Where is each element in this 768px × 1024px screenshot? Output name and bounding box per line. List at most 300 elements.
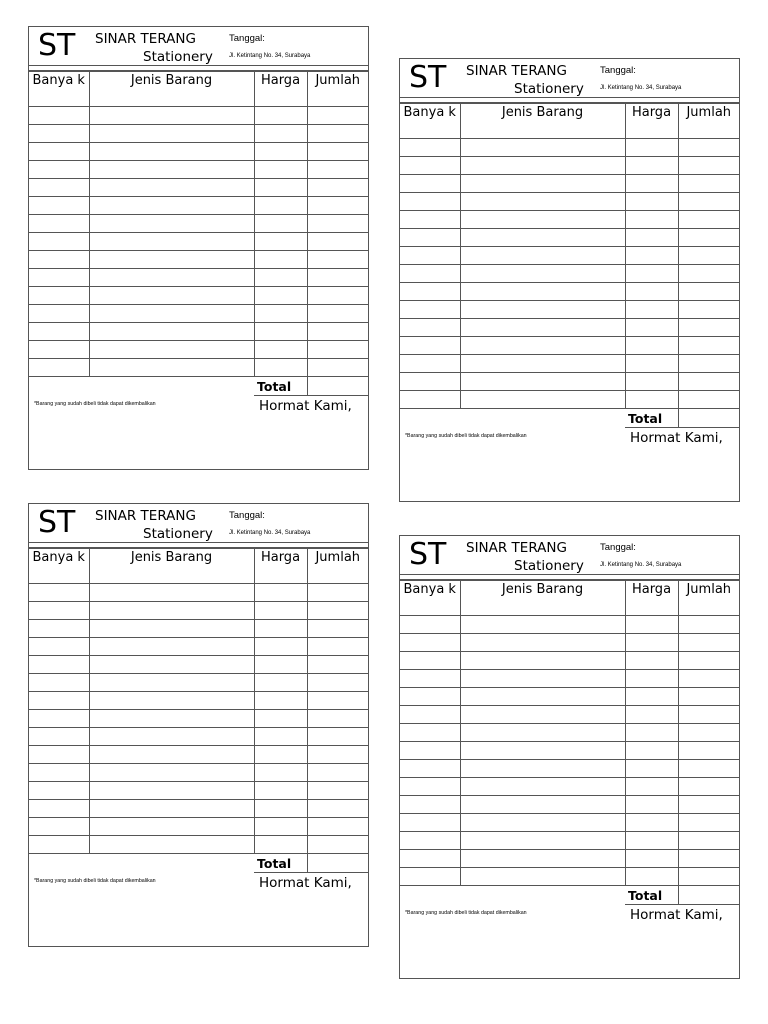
price-cell[interactable]: [254, 692, 307, 710]
quantity-cell[interactable]: [400, 265, 460, 283]
quantity-cell[interactable]: [29, 782, 89, 800]
amount-cell[interactable]: [307, 746, 368, 764]
table-row: [400, 724, 739, 742]
amount-cell[interactable]: [307, 233, 368, 251]
table-row: [29, 764, 368, 782]
quantity-cell[interactable]: [29, 602, 89, 620]
price-cell[interactable]: [254, 800, 307, 818]
amount-cell[interactable]: [678, 760, 739, 778]
price-cell[interactable]: [625, 670, 678, 688]
price-cell[interactable]: [625, 247, 678, 265]
quantity-cell[interactable]: [29, 728, 89, 746]
receipt-footer: [29, 873, 368, 935]
quantity-cell[interactable]: [29, 305, 89, 323]
total-spacer: [400, 886, 625, 905]
price-cell[interactable]: [625, 652, 678, 670]
quantity-cell[interactable]: [29, 620, 89, 638]
price-cell[interactable]: [625, 157, 678, 175]
item-name-cell[interactable]: [460, 373, 625, 391]
item-name-cell[interactable]: [89, 602, 254, 620]
item-name-cell[interactable]: [460, 868, 625, 886]
item-name-cell[interactable]: [460, 229, 625, 247]
table-row: [29, 143, 368, 161]
amount-cell[interactable]: [678, 724, 739, 742]
column-header-quantity: Banya k: [400, 581, 460, 616]
price-cell[interactable]: [254, 764, 307, 782]
quantity-cell[interactable]: [400, 742, 460, 760]
quantity-cell[interactable]: [29, 251, 89, 269]
item-name-cell[interactable]: [89, 692, 254, 710]
quantity-cell[interactable]: [400, 760, 460, 778]
price-cell[interactable]: [254, 674, 307, 692]
amount-cell[interactable]: [678, 796, 739, 814]
quantity-cell[interactable]: [400, 229, 460, 247]
item-name-cell[interactable]: [89, 269, 254, 287]
table-row: [400, 652, 739, 670]
quantity-cell[interactable]: [29, 818, 89, 836]
quantity-cell[interactable]: [400, 373, 460, 391]
price-cell[interactable]: [625, 634, 678, 652]
quantity-cell[interactable]: [29, 233, 89, 251]
price-cell[interactable]: [254, 287, 307, 305]
amount-cell[interactable]: [678, 868, 739, 886]
column-header-price: Harga: [254, 72, 307, 107]
item-name-cell[interactable]: [460, 193, 625, 211]
quantity-cell[interactable]: [29, 692, 89, 710]
quantity-cell[interactable]: [400, 868, 460, 886]
total-row: [29, 854, 368, 873]
price-cell[interactable]: [625, 724, 678, 742]
quantity-cell[interactable]: [400, 157, 460, 175]
logo: ST: [409, 537, 447, 572]
quantity-cell[interactable]: [400, 688, 460, 706]
table-row: [29, 728, 368, 746]
column-header-price: Harga: [254, 549, 307, 584]
quantity-cell[interactable]: [400, 193, 460, 211]
total-spacer: [400, 409, 625, 428]
quantity-cell[interactable]: [400, 670, 460, 688]
amount-cell[interactable]: [678, 301, 739, 319]
amount-cell[interactable]: [678, 706, 739, 724]
receipt-footer: [29, 396, 368, 458]
amount-cell[interactable]: [678, 229, 739, 247]
price-cell[interactable]: [625, 850, 678, 868]
quantity-cell[interactable]: [29, 359, 89, 377]
amount-cell[interactable]: [678, 193, 739, 211]
quantity-cell[interactable]: [29, 179, 89, 197]
quantity-cell[interactable]: [29, 800, 89, 818]
amount-cell[interactable]: [678, 211, 739, 229]
quantity-cell[interactable]: [400, 247, 460, 265]
table-row: [400, 796, 739, 814]
price-cell[interactable]: [254, 269, 307, 287]
quantity-cell[interactable]: [29, 764, 89, 782]
total-row: [400, 409, 739, 428]
amount-cell[interactable]: [307, 341, 368, 359]
quantity-cell[interactable]: [400, 634, 460, 652]
quantity-cell[interactable]: [29, 125, 89, 143]
item-name-cell[interactable]: [460, 670, 625, 688]
receipt-header: [29, 27, 368, 66]
amount-cell[interactable]: [307, 359, 368, 377]
item-name-cell[interactable]: [460, 634, 625, 652]
receipt-bottom-left: [28, 503, 369, 947]
item-name-cell[interactable]: [89, 656, 254, 674]
item-name-cell[interactable]: [89, 710, 254, 728]
item-name-cell[interactable]: [460, 616, 625, 634]
item-name-cell[interactable]: [89, 107, 254, 125]
amount-cell[interactable]: [307, 674, 368, 692]
price-cell[interactable]: [625, 139, 678, 157]
quantity-cell[interactable]: [29, 143, 89, 161]
item-name-cell[interactable]: [89, 125, 254, 143]
table-row: [400, 211, 739, 229]
price-cell[interactable]: [625, 391, 678, 409]
item-name-cell[interactable]: [89, 638, 254, 656]
item-name-cell[interactable]: [460, 850, 625, 868]
table-row: [400, 850, 739, 868]
item-name-cell[interactable]: [460, 652, 625, 670]
amount-cell[interactable]: [307, 269, 368, 287]
amount-cell[interactable]: [307, 584, 368, 602]
price-cell[interactable]: [254, 323, 307, 341]
amount-cell[interactable]: [307, 782, 368, 800]
table-row: [400, 139, 739, 157]
quantity-cell[interactable]: [400, 778, 460, 796]
table-row: [400, 283, 739, 301]
amount-cell[interactable]: [307, 836, 368, 854]
price-cell[interactable]: [625, 283, 678, 301]
price-cell[interactable]: [625, 265, 678, 283]
table-row: [400, 814, 739, 832]
amount-cell[interactable]: [678, 247, 739, 265]
items-table: [29, 548, 368, 873]
amount-cell[interactable]: [678, 265, 739, 283]
table-header-row: [400, 104, 739, 139]
price-cell[interactable]: [625, 355, 678, 373]
quantity-cell[interactable]: [400, 724, 460, 742]
item-name-cell[interactable]: [89, 836, 254, 854]
price-cell[interactable]: [625, 175, 678, 193]
item-name-cell[interactable]: [89, 728, 254, 746]
amount-cell[interactable]: [307, 161, 368, 179]
amount-cell[interactable]: [307, 305, 368, 323]
quantity-cell[interactable]: [400, 139, 460, 157]
column-header-price: Harga: [625, 104, 678, 139]
amount-cell[interactable]: [307, 800, 368, 818]
price-cell[interactable]: [254, 341, 307, 359]
item-name-cell[interactable]: [89, 764, 254, 782]
item-name-cell[interactable]: [89, 584, 254, 602]
amount-cell[interactable]: [678, 319, 739, 337]
return-policy-note: *Barang yang sudah dibeli tidak dapat dikembalikan: [34, 878, 156, 884]
price-cell[interactable]: [254, 836, 307, 854]
item-name-cell[interactable]: [460, 355, 625, 373]
item-name-cell[interactable]: [460, 832, 625, 850]
amount-cell[interactable]: [307, 251, 368, 269]
amount-cell[interactable]: [678, 670, 739, 688]
price-cell[interactable]: [254, 107, 307, 125]
price-cell[interactable]: [254, 251, 307, 269]
item-name-cell[interactable]: [460, 247, 625, 265]
price-cell[interactable]: [625, 706, 678, 724]
item-name-cell[interactable]: [89, 674, 254, 692]
quantity-cell[interactable]: [400, 175, 460, 193]
table-row: [29, 287, 368, 305]
quantity-cell[interactable]: [29, 287, 89, 305]
amount-cell[interactable]: [678, 157, 739, 175]
item-name-cell[interactable]: [460, 301, 625, 319]
receipt-footer: [400, 428, 739, 490]
price-cell[interactable]: [625, 796, 678, 814]
amount-cell[interactable]: [307, 179, 368, 197]
item-name-cell[interactable]: [460, 814, 625, 832]
quantity-cell[interactable]: [29, 215, 89, 233]
amount-cell[interactable]: [678, 742, 739, 760]
total-value-cell[interactable]: [307, 377, 368, 396]
amount-cell[interactable]: [678, 850, 739, 868]
item-name-cell[interactable]: [460, 211, 625, 229]
price-cell[interactable]: [625, 211, 678, 229]
quantity-cell[interactable]: [400, 652, 460, 670]
item-name-cell[interactable]: [89, 620, 254, 638]
table-row: [400, 355, 739, 373]
amount-cell[interactable]: [307, 602, 368, 620]
item-name-cell[interactable]: [89, 800, 254, 818]
item-name-cell[interactable]: [460, 796, 625, 814]
amount-cell[interactable]: [678, 832, 739, 850]
price-cell[interactable]: [625, 688, 678, 706]
amount-cell[interactable]: [307, 692, 368, 710]
price-cell[interactable]: [254, 620, 307, 638]
price-cell[interactable]: [254, 143, 307, 161]
quantity-cell[interactable]: [29, 836, 89, 854]
amount-cell[interactable]: [678, 283, 739, 301]
amount-cell[interactable]: [307, 728, 368, 746]
store-address: Jl. Ketintang No. 34, Surabaya: [600, 85, 682, 91]
price-cell[interactable]: [254, 656, 307, 674]
quantity-cell[interactable]: [29, 269, 89, 287]
table-row: [400, 301, 739, 319]
logo: ST: [38, 28, 76, 63]
quantity-cell[interactable]: [29, 674, 89, 692]
item-name-cell[interactable]: [460, 337, 625, 355]
quantity-cell[interactable]: [400, 283, 460, 301]
quantity-cell[interactable]: [29, 323, 89, 341]
item-name-cell[interactable]: [460, 742, 625, 760]
quantity-cell[interactable]: [29, 746, 89, 764]
item-name-cell[interactable]: [89, 818, 254, 836]
amount-cell[interactable]: [307, 287, 368, 305]
quantity-cell[interactable]: [29, 710, 89, 728]
item-name-cell[interactable]: [89, 746, 254, 764]
amount-cell[interactable]: [678, 688, 739, 706]
item-name-cell[interactable]: [460, 706, 625, 724]
quantity-cell[interactable]: [400, 355, 460, 373]
item-name-cell[interactable]: [89, 143, 254, 161]
quantity-cell[interactable]: [400, 391, 460, 409]
item-name-cell[interactable]: [89, 251, 254, 269]
price-cell[interactable]: [625, 337, 678, 355]
price-cell[interactable]: [254, 818, 307, 836]
price-cell[interactable]: [254, 197, 307, 215]
item-name-cell[interactable]: [460, 265, 625, 283]
item-name-cell[interactable]: [89, 197, 254, 215]
price-cell[interactable]: [254, 710, 307, 728]
table-row: [400, 742, 739, 760]
item-name-cell[interactable]: [89, 323, 254, 341]
price-cell[interactable]: [254, 161, 307, 179]
item-name-cell[interactable]: [460, 724, 625, 742]
quantity-cell[interactable]: [29, 341, 89, 359]
amount-cell[interactable]: [678, 391, 739, 409]
table-row: [400, 832, 739, 850]
table-row: [29, 359, 368, 377]
brand-subtitle: Stationery: [514, 558, 584, 574]
amount-cell[interactable]: [307, 638, 368, 656]
total-spacer: [29, 854, 254, 873]
item-name-cell[interactable]: [89, 233, 254, 251]
item-name-cell[interactable]: [460, 139, 625, 157]
price-cell[interactable]: [625, 814, 678, 832]
amount-cell[interactable]: [678, 634, 739, 652]
quantity-cell[interactable]: [29, 161, 89, 179]
item-name-cell[interactable]: [460, 283, 625, 301]
quantity-cell[interactable]: [400, 814, 460, 832]
amount-cell[interactable]: [307, 620, 368, 638]
amount-cell[interactable]: [307, 656, 368, 674]
brand-subtitle: Stationery: [143, 526, 213, 542]
table-row: [400, 670, 739, 688]
price-cell[interactable]: [254, 638, 307, 656]
amount-cell[interactable]: [678, 652, 739, 670]
table-header-row: [400, 581, 739, 616]
quantity-cell[interactable]: [29, 656, 89, 674]
price-cell[interactable]: [254, 602, 307, 620]
amount-cell[interactable]: [307, 125, 368, 143]
item-name-cell[interactable]: [89, 161, 254, 179]
item-name-cell[interactable]: [89, 782, 254, 800]
table-row: [29, 161, 368, 179]
price-cell[interactable]: [625, 301, 678, 319]
store-address: Jl. Ketintang No. 34, Surabaya: [229, 530, 311, 536]
price-cell[interactable]: [254, 125, 307, 143]
table-row: [29, 233, 368, 251]
item-name-cell[interactable]: [89, 341, 254, 359]
total-value-cell[interactable]: [678, 886, 739, 905]
price-cell[interactable]: [625, 760, 678, 778]
table-row: [29, 107, 368, 125]
price-cell[interactable]: [254, 179, 307, 197]
column-header-item: Jenis Barang: [89, 72, 254, 107]
quantity-cell[interactable]: [400, 796, 460, 814]
amount-cell[interactable]: [678, 373, 739, 391]
price-cell[interactable]: [625, 616, 678, 634]
price-cell[interactable]: [254, 233, 307, 251]
amount-cell[interactable]: [678, 355, 739, 373]
quantity-cell[interactable]: [29, 584, 89, 602]
item-name-cell[interactable]: [89, 287, 254, 305]
item-name-cell[interactable]: [89, 359, 254, 377]
amount-cell[interactable]: [678, 139, 739, 157]
item-name-cell[interactable]: [460, 760, 625, 778]
amount-cell[interactable]: [307, 143, 368, 161]
price-cell[interactable]: [625, 193, 678, 211]
table-row: [400, 265, 739, 283]
item-name-cell[interactable]: [460, 157, 625, 175]
item-name-cell[interactable]: [89, 305, 254, 323]
amount-cell[interactable]: [307, 764, 368, 782]
quantity-cell[interactable]: [400, 850, 460, 868]
amount-cell[interactable]: [307, 323, 368, 341]
quantity-cell[interactable]: [29, 107, 89, 125]
receipt-header: [29, 504, 368, 543]
price-cell[interactable]: [625, 373, 678, 391]
receipt-header: [400, 59, 739, 98]
quantity-cell[interactable]: [400, 832, 460, 850]
price-cell[interactable]: [625, 229, 678, 247]
quantity-cell[interactable]: [400, 211, 460, 229]
price-cell[interactable]: [625, 868, 678, 886]
price-cell[interactable]: [254, 215, 307, 233]
quantity-cell[interactable]: [400, 616, 460, 634]
item-name-cell[interactable]: [89, 215, 254, 233]
amount-cell[interactable]: [307, 215, 368, 233]
total-value-cell[interactable]: [678, 409, 739, 428]
quantity-cell[interactable]: [400, 319, 460, 337]
price-cell[interactable]: [254, 305, 307, 323]
quantity-cell[interactable]: [29, 197, 89, 215]
amount-cell[interactable]: [307, 710, 368, 728]
amount-cell[interactable]: [307, 197, 368, 215]
table-row: [29, 197, 368, 215]
total-value-cell[interactable]: [307, 854, 368, 873]
column-header-amount: Jumlah: [678, 104, 739, 139]
amount-cell[interactable]: [307, 818, 368, 836]
price-cell[interactable]: [254, 782, 307, 800]
amount-cell[interactable]: [678, 337, 739, 355]
price-cell[interactable]: [625, 319, 678, 337]
amount-cell[interactable]: [307, 107, 368, 125]
price-cell[interactable]: [625, 778, 678, 796]
item-name-cell[interactable]: [460, 688, 625, 706]
brand-subtitle: Stationery: [143, 49, 213, 65]
table-row: [29, 305, 368, 323]
price-cell[interactable]: [254, 746, 307, 764]
amount-cell[interactable]: [678, 814, 739, 832]
item-name-cell[interactable]: [460, 778, 625, 796]
amount-cell[interactable]: [678, 175, 739, 193]
item-name-cell[interactable]: [460, 319, 625, 337]
price-cell[interactable]: [254, 728, 307, 746]
item-name-cell[interactable]: [89, 179, 254, 197]
price-cell[interactable]: [625, 832, 678, 850]
price-cell[interactable]: [625, 742, 678, 760]
amount-cell[interactable]: [678, 616, 739, 634]
quantity-cell[interactable]: [400, 301, 460, 319]
price-cell[interactable]: [254, 359, 307, 377]
quantity-cell[interactable]: [400, 337, 460, 355]
total-row: [29, 377, 368, 396]
table-row: [29, 251, 368, 269]
amount-cell[interactable]: [678, 778, 739, 796]
table-row: [400, 868, 739, 886]
item-name-cell[interactable]: [460, 175, 625, 193]
price-cell[interactable]: [254, 584, 307, 602]
quantity-cell[interactable]: [400, 706, 460, 724]
item-name-cell[interactable]: [460, 391, 625, 409]
quantity-cell[interactable]: [29, 638, 89, 656]
